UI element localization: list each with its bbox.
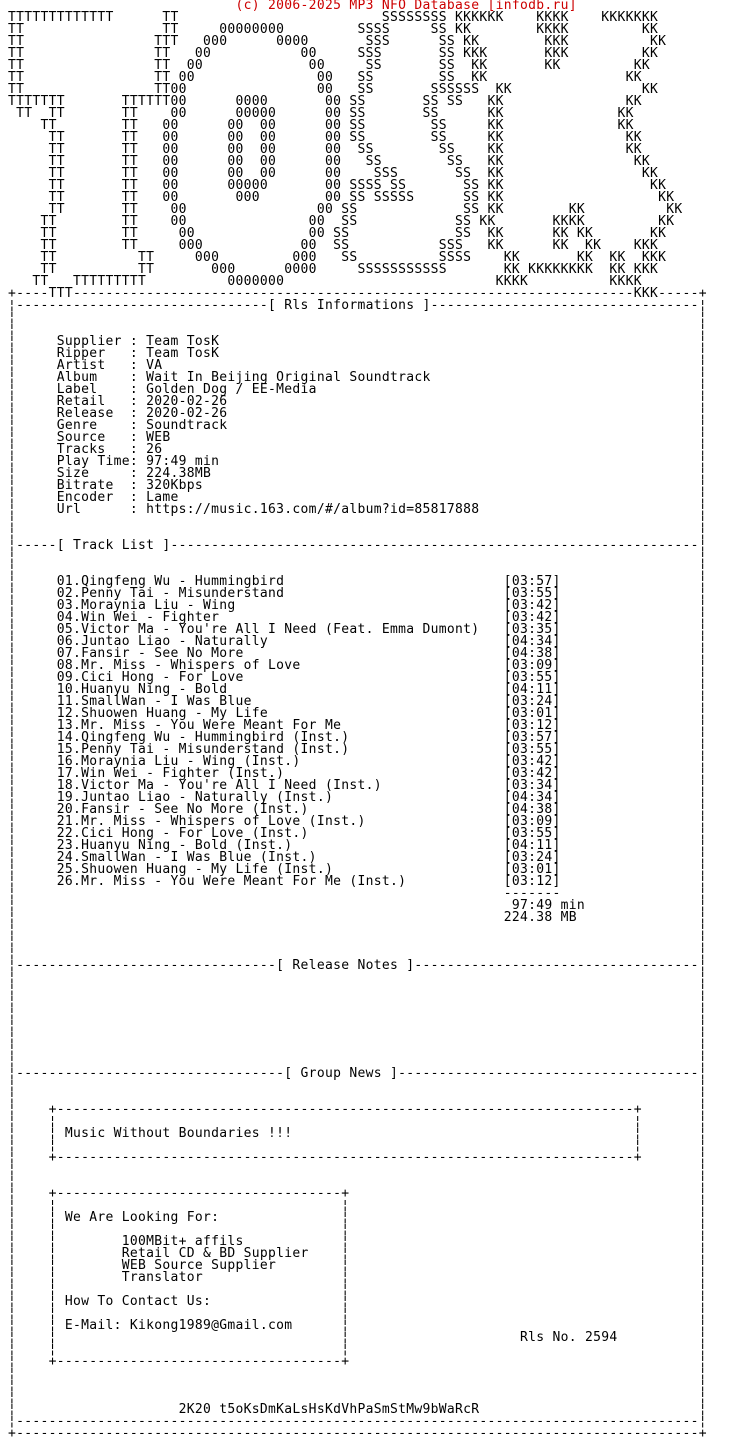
nfo-line: TT TT 000 000 SS SSSS KK KK KK KKK [8,250,667,265]
nfo-line: ¦ 26.Mr. Miss - You Were Meant For Me (Inst.) [03:12] ¦ [8,874,707,889]
nfo-line: ¦ Encoder : Lame ¦ [8,490,707,505]
nfo-line: ¦ ¦ [8,514,707,529]
nfo-line: TT TT00 00 SS SSSSSS KK KK [8,82,659,97]
nfo-line: ¦-----[ Track List ]-----------------------------------------------------------------¦ [8,538,707,553]
nfo-line: ¦ ¦ [8,1018,707,1033]
copyright-header: (c) 2006-2025 MP3 NFO Database [infodb.ru] [8,0,577,13]
nfo-line: ¦ ¦ ¦ ¦ [8,1114,707,1129]
nfo-line: ¦ ¦ [8,1042,707,1057]
nfo-line: ¦ 17.Win Wei - Fighter (Inst.) [03:42] ¦ [8,766,707,781]
nfo-line: ¦ 23.Huanyu Ning - Bold (Inst.) [04:11] ¦ [8,838,707,853]
nfo-line: ¦ 15.Penny Tai - Misunderstand (Inst.) [03:55] ¦ [8,742,707,757]
nfo-line: ¦ Bitrate : 320Kbps ¦ [8,478,707,493]
nfo-line: ¦ ¦ ¦ ¦ [8,1342,707,1357]
nfo-line: ¦ ¦ [8,970,707,985]
nfo-line: TTTTTTT TTTTTT00 0000 00 SS SS SS KK KK [8,94,642,109]
nfo-line: ¦ ¦ Music Without Boundaries !!! ¦ ¦ [8,1126,707,1141]
nfo-line: +----TTT---------------------------------------------------------------------KKK-----+ [8,286,707,301]
nfo-line: +------------------------------------------------------------------------------------+ [8,1426,707,1441]
nfo-line: ¦ Size : 224.38MB ¦ [8,466,707,481]
nfo-line: TT TT 00 00 SS SS KK KKKK KK [8,214,675,229]
nfo-line: ¦ Retail : 2020-02-26 ¦ [8,394,707,409]
nfo-line: ¦ ¦ ¦ ¦ [8,1306,707,1321]
nfo-line: TT TT 00 00 00 00 SS SS KK KK [8,142,642,157]
nfo-line: ¦ ¦ WEB Source Supplier ¦ ¦ [8,1258,707,1273]
nfo-line: ¦ 11.SmallWan - I Was Blue [03:24] ¦ [8,694,707,709]
nfo-line: ¦ ¦ [8,550,707,565]
nfo-line: ¦ ¦ [8,982,707,997]
nfo-line: ¦-------------------------------[ Rls Informations ]---------------------------------¦ [8,298,707,313]
nfo-line: ¦ ¦ [8,1030,707,1045]
nfo-line: ¦ Album : Wait In Beijing Original Soundtrack ¦ [8,370,707,385]
nfo-line: ¦ ¦ [8,994,707,1009]
nfo-line: ¦ 24.SmallWan - I Was Blue (Inst.) [03:24] ¦ [8,850,707,865]
nfo-line: ¦ ¦ Retail CD & BD Supplier ¦ ¦ [8,1246,707,1261]
nfo-line: ¦ ¦ How To Contact Us: ¦ ¦ [8,1294,707,1309]
nfo-line: ¦ ¦ E-Mail: Kikong1989@Gmail.com ¦ ¦ [8,1318,707,1333]
nfo-line: ¦ ¦ [8,1174,707,1189]
nfo-line: ¦ ¦ We Are Looking For: ¦ ¦ [8,1210,707,1225]
nfo-line: TT TT 00 00 00 00 SSS SS KK KK [8,166,659,181]
nfo-line: ¦ 03.Moraynia Liu - Wing [03:42] ¦ [8,598,707,613]
nfo-line: TT TT 00 00 SS SS KK KK [8,70,642,85]
nfo-line: TT TT 000 0000 SSSSSSSSSSS KK KKKKKKKK KK KKK [8,262,659,277]
nfo-line: ¦ ¦ [8,1054,707,1069]
nfo-line: ¦ 04.Win Wei - Fighter [03:42] ¦ [8,610,707,625]
nfo-line: ¦ ¦ [8,934,707,949]
nfo-line: ¦ Source : WEB ¦ [8,430,707,445]
nfo-line: ¦ ¦ ¦ ¦ [8,1222,707,1237]
nfo-line: TT TT 00 00 00 00 SS SS KK KK [8,130,642,145]
nfo-line: ¦ ¦ [8,310,707,325]
nfo-line: ¦ Play Time: 97:49 min ¦ [8,454,707,469]
nfo-line: ¦ 2K20 t5oKsDmKaLsHsKdVhPaSmStMw9bWaRcR ¦ [8,1402,707,1417]
nfo-line: ¦ ¦ [8,1390,707,1405]
nfo-line: ¦ 05.Victor Ma - You're All I Need (Feat. Emma Dumont) [03:35] ¦ [8,622,707,637]
nfo-line: TT TT 000 00 SS SSS KK KK KK KKK [8,238,659,253]
nfo-line: ¦ ¦ Translator ¦ ¦ [8,1270,707,1285]
nfo-line: ¦ 25.Shuowen Huang - My Life (Inst.) [03:01] ¦ [8,862,707,877]
nfo-line: TT TT 00 00000 00 SSSS SS SS KK KK [8,178,667,193]
nfo-line: ¦ +-----------------------------------+ ¦ [8,1186,707,1201]
nfo-line: TT TT 00 000 00 SS SSSSS SS KK KK [8,190,675,205]
nfo-line: ¦------------------------------------------------------------------------------------¦ [8,1414,707,1429]
nfo-line: ¦ 07.Fansir - See No More [04:38] ¦ [8,646,707,661]
nfo-line: ¦ 02.Penny Tai - Misunderstand [03:55] ¦ [8,586,707,601]
nfo-line: TT TT 00000000 SSSS SS KK KKKK KK [8,22,659,37]
nfo-line: TT TT 00 00 SS SS KK KK KK [8,58,651,73]
nfo-line: ¦--------------------------------[ Release Notes ]-----------------------------------¦ [8,958,707,973]
nfo-line: ¦ ------- ¦ [8,886,707,901]
nfo-line: ¦ 21.Mr. Miss - Whispers of Love (Inst.) [03:09] ¦ [8,814,707,829]
nfo-line: ¦ ¦ [8,1366,707,1381]
nfo-line: ¦ Artist : VA ¦ [8,358,707,373]
nfo-line: ¦ Ripper : Team TosK ¦ [8,346,707,361]
nfo-line: ¦ 22.Cici Hong - For Love (Inst.) [03:55] ¦ [8,826,707,841]
nfo-line: ¦ 97:49 min ¦ [8,898,707,913]
nfo-line: TT TT 00 00 SSS SS KKK KKK KK [8,46,659,61]
nfo-line: ¦ ¦ [8,1006,707,1021]
nfo-line: ¦ Tracks : 26 ¦ [8,442,707,457]
nfo-line: TT TT TT 00 00000 00 SS SS KK KK [8,106,634,121]
nfo-line: ¦ ¦ 100MBit+ affils ¦ ¦ [8,1234,707,1249]
nfo-line: ¦ ¦ [8,526,707,541]
nfo-line: TT TT 00 00 SS SS KK KK KK [8,202,683,217]
nfo-line: TTTTTTTTTTTTT TT SSSSSSSS KKKKKK KKKK KKKKKKK [8,10,659,25]
nfo-line: ¦ 19.Juntao Liao - Naturally (Inst.) [04:34] ¦ [8,790,707,805]
nfo-line: ¦ 10.Huanyu Ning - Bold [04:11] ¦ [8,682,707,697]
nfo-line: ¦ ¦ ¦ Rls No. 2594 ¦ [8,1330,707,1345]
nfo-line: ¦ ¦ ¦ ¦ [8,1198,707,1213]
nfo-line: ¦ Supplier : Team TosK ¦ [8,334,707,349]
nfo-line: ¦ ¦ [8,562,707,577]
nfo-line: TT TT 00 00 00 00 SS SS KK KK [8,154,651,169]
nfo-line: ¦ ¦ [8,922,707,937]
nfo-line: ¦ ¦ [8,946,707,961]
nfo-line: ¦ ¦ [8,322,707,337]
nfo-line: ¦ 08.Mr. Miss - Whispers of Love [03:09] ¦ [8,658,707,673]
nfo-line: ¦ 13.Mr. Miss - You Were Meant For Me [03:12] ¦ [8,718,707,733]
nfo-line: ¦ 12.Shuowen Huang - My Life [03:01] ¦ [8,706,707,721]
nfo-line: ¦ ¦ [8,1162,707,1177]
nfo-line: ¦ ¦ [8,1378,707,1393]
nfo-line: TT TTTTTTTTT 0000000 KKKK KKKK [8,274,642,289]
nfo-line: ¦ ¦ [8,1090,707,1105]
nfo-line: ¦ 16.Moraynia Liu - Wing (Inst.) [03:42] ¦ [8,754,707,769]
nfo-line: ¦ 18.Victor Ma - You're All I Need (Inst.) [03:34] ¦ [8,778,707,793]
nfo-text [8,0,707,1440]
nfo-line: ¦ 14.Qingfeng Wu - Hummingbird (Inst.) [03:57] ¦ [8,730,707,745]
nfo-line: ¦---------------------------------[ Group News ]-------------------------------------¦ [8,1066,707,1081]
nfo-line: ¦ 06.Juntao Liao - Naturally [04:34] ¦ [8,634,707,649]
nfo-line: ¦ 224.38 MB ¦ [8,910,707,925]
nfo-line: TT TT 00 00 00 00 SS SS KK KK [8,118,634,133]
nfo-line: ¦ Genre : Soundtrack ¦ [8,418,707,433]
nfo-line: ¦ 20.Fansir - See No More (Inst.) [04:38] ¦ [8,802,707,817]
nfo-line: ¦ 01.Qingfeng Wu - Hummingbird [03:57] ¦ [8,574,707,589]
nfo-line: TT TT 00 00 SS SS KK KK KK KK [8,226,667,241]
nfo-line: ¦ Url : https://music.163.com/#/album?id=85817888 ¦ [8,502,707,517]
nfo-line: TT TTT 000 0000 SSS SS KK KKK KK [8,34,667,49]
nfo-line: ¦ +-----------------------------------+ ¦ [8,1354,707,1369]
nfo-line: ¦ +-----------------------------------------------------------------------+ ¦ [8,1150,707,1165]
nfo-line: ¦ Label : Golden Dog / EE-Media ¦ [8,382,707,397]
nfo-line: ¦ ¦ ¦ ¦ [8,1138,707,1153]
nfo-line: ¦ +-----------------------------------------------------------------------+ ¦ [8,1102,707,1117]
nfo-line: ¦ ¦ [8,1078,707,1093]
nfo-line: ¦ Release : 2020-02-26 ¦ [8,406,707,421]
nfo-line: ¦ ¦ ¦ ¦ [8,1282,707,1297]
nfo-line: ¦ 09.Cici Hong - For Love [03:55] ¦ [8,670,707,685]
